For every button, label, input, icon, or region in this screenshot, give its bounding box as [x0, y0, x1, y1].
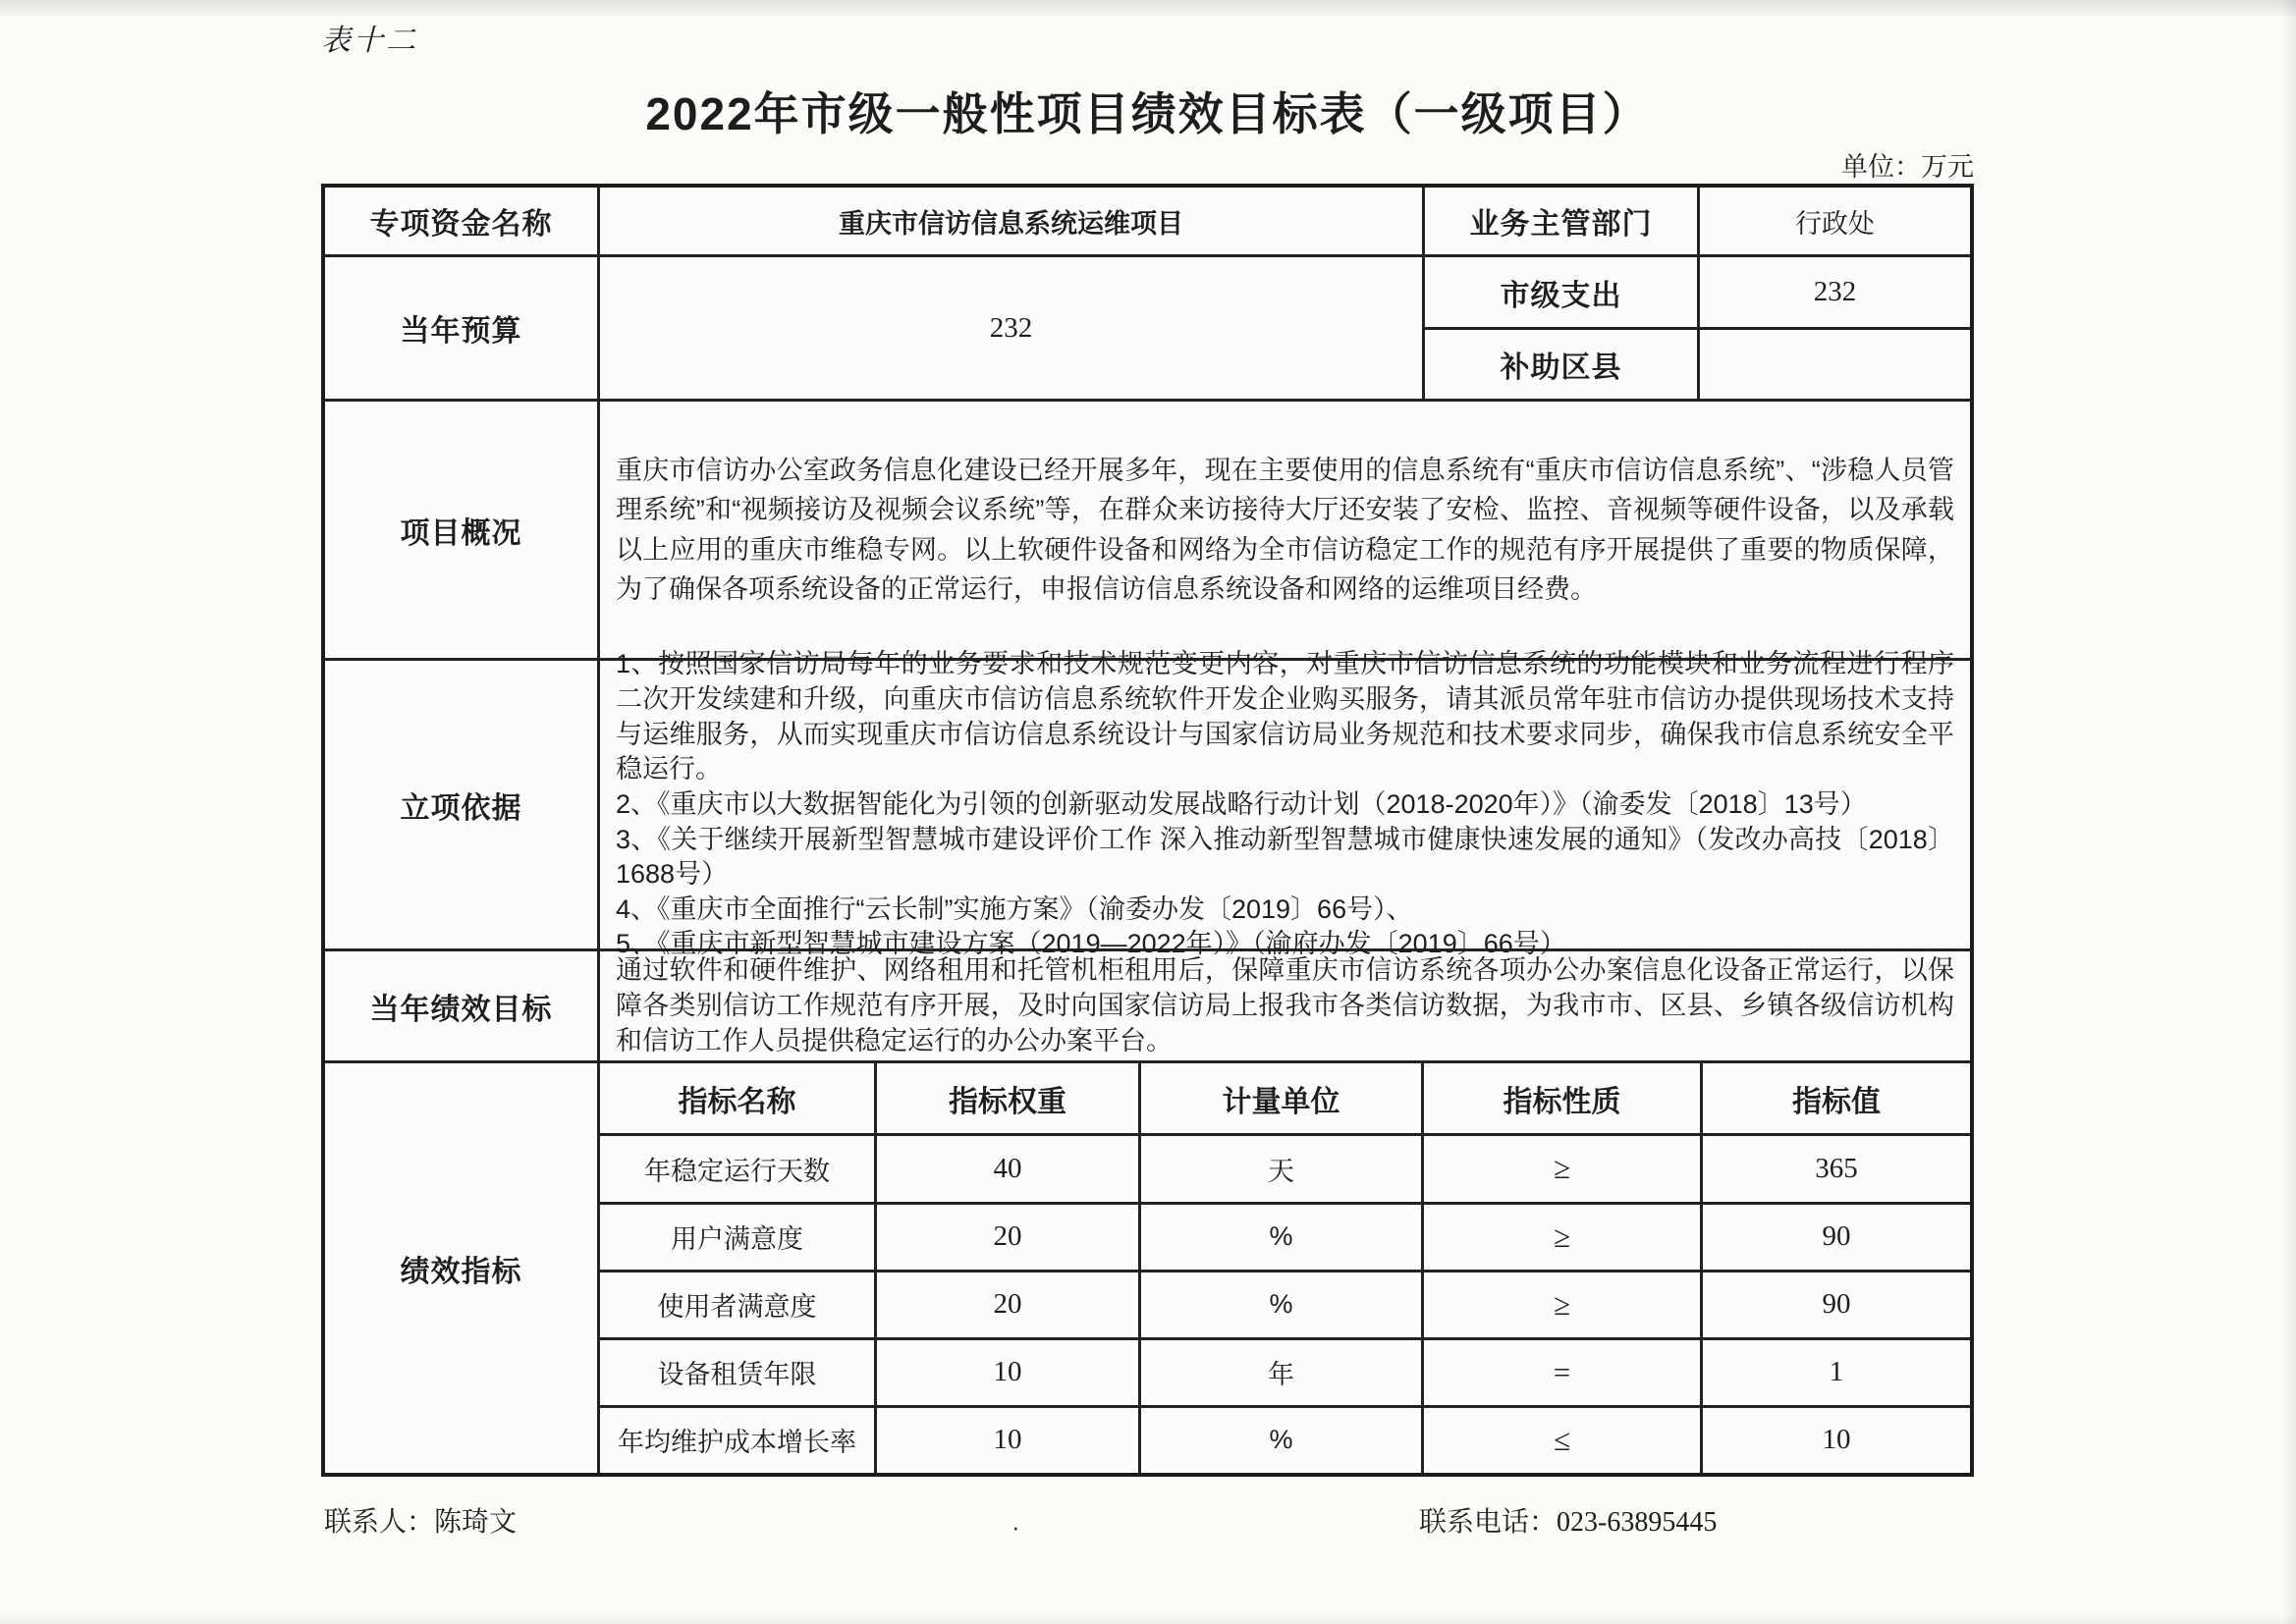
county-subsidy-value [1700, 330, 1970, 399]
indicator-value: 10 [1822, 1424, 1851, 1456]
annual-goal-cell [600, 951, 1970, 1060]
fund-name-value: 重庆市信访信息系统运维项目 [600, 188, 1425, 254]
indicator-row-5 [600, 1408, 1970, 1473]
contact-phone [1419, 1500, 1717, 1540]
indicator-weight: 20 [877, 1205, 1141, 1270]
fund-name-label: 专项资金名称 [325, 188, 600, 254]
city-expense-value: 232 [1813, 276, 1857, 308]
scan-dot-artifact: · [1011, 1512, 1020, 1542]
indicator-value: 1 [1829, 1356, 1844, 1388]
annual-goal-label: 当年绩效目标 [325, 951, 600, 1060]
indicator-unit: 年 [1141, 1340, 1424, 1405]
basis-item-3: 3、《关于继续开展新型智慧城市建设评价工作 深入推动新型智慧城市健康快速发展的通知》（发改办高技〔2018〕1688号） [616, 824, 1954, 890]
row-fund-name [325, 188, 1970, 257]
indicator-nature: ≥ [1424, 1272, 1703, 1337]
indicator-name: 使用者满意度 [600, 1272, 877, 1337]
indicator-nature: ≤ [1424, 1408, 1703, 1473]
county-subsidy-row [1425, 330, 1970, 399]
city-expense-row [1425, 257, 1970, 329]
indicator-name: 设备租赁年限 [600, 1340, 877, 1405]
performance-target-table [321, 184, 1974, 1477]
phone-number: 023-63895445 [1557, 1507, 1718, 1538]
indicator-value: 365 [1815, 1152, 1858, 1184]
contact-label: 联系人： [324, 1506, 435, 1537]
row-budget [325, 257, 1970, 402]
contact-name: 陈琦文 [434, 1506, 518, 1537]
annual-goal-text: 通过软件和硬件维护、网络租用和托管机柜租用后，保障重庆市信访系统各项办公办案信息化设备正常运行，以保障各类别信访工作规范有序开展，及时向国家信访局上报我市各类信访数据，为我市市、区县、乡镇各级信访机构和信访工作人员提供稳定运行的办公办案平台。 [616, 955, 1954, 1056]
indicator-value: 90 [1822, 1220, 1851, 1253]
indicator-nature: ≥ [1424, 1205, 1703, 1270]
budget-right-stack [1425, 257, 1970, 399]
basis-item-5: 5、《重庆市新型智慧城市建设方案（2019—2022年）》（渝府办发〔2019〕66号） [616, 929, 1566, 959]
indicator-name: 用户满意度 [600, 1205, 877, 1270]
indicator-row-4 [600, 1340, 1970, 1408]
basis-item-4: 4、《重庆市全面推行“云长制”实施方案》（渝委办发〔2019〕66号）、 [616, 893, 1413, 924]
indicator-weight: 20 [877, 1272, 1141, 1337]
project-overview-cell [600, 402, 1970, 658]
indicator-value: 90 [1822, 1288, 1851, 1321]
project-basis-text [616, 647, 1954, 962]
indicators-label: 绩效指标 [325, 1063, 600, 1473]
budget-label: 当年预算 [325, 257, 600, 399]
indicators-header-row [600, 1063, 1970, 1136]
project-overview-text: 重庆市信访办公室政务信息化建设已经开展多年，现在主要使用的信息系统有“重庆市信访信息系统”、“涉稳人员管理系统”和“视频接访及视频会议系统”等，在群众来访接待大厅还安装了安检、监控、音视频等硬件设备，以及承载以上应用的重庆市维稳专网。以上软硬件设备和网络为全市信访稳定工作的规范有序开展提供了重要的物质保障，为了确保各项系统设备的正常运行，申报信访信息系统设备和网络的运维项目经费。 [616, 455, 1954, 605]
scan-artifact-top-edge [0, 0, 2296, 16]
indicator-header-value: 指标值 [1792, 1085, 1881, 1118]
county-subsidy-label: 补助区县 [1425, 330, 1700, 399]
row-project-basis [325, 649, 1970, 959]
indicator-nature: = [1424, 1340, 1703, 1405]
indicator-row-3 [600, 1272, 1970, 1340]
indicator-name: 年均维护成本增长率 [600, 1408, 877, 1473]
project-overview-label: 项目概况 [325, 402, 600, 658]
project-basis-cell [600, 649, 1970, 959]
indicator-weight: 10 [877, 1340, 1141, 1405]
dept-value: 行政处 [1795, 208, 1875, 239]
scan-artifact-bottom-edge [0, 1614, 2296, 1624]
basis-item-2: 2、《重庆市以大数据智能化为引领的创新驱动发展战略行动计划（2018-2020年）》（渝委发〔2018〕13号） [616, 788, 1867, 819]
indicator-row-1 [600, 1136, 1970, 1204]
indicator-header-weight: 指标权重 [877, 1063, 1141, 1133]
basis-item-1: 1、按照国家信访局每年的业务要求和技术规范变更内容，对重庆市信访信息系统的功能模块和业务流程进行程序二次开发续建和升级，向重庆市信访信息系统软件开发企业购买服务，请其派员常年驻市信访办提供现场技术支持与运维服务，从而实现重庆市信访信息系统设计与国家信访局业务规范和技术要求同步，确保我市信息系统安全平稳运行。 [616, 649, 1954, 785]
indicator-header-name: 指标名称 [600, 1063, 877, 1133]
phone-label: 联系电话： [1419, 1506, 1558, 1537]
contact-person [324, 1500, 517, 1540]
indicator-unit: % [1141, 1408, 1424, 1473]
document-title: 2022年市级一般性项目绩效目标表（一级项目） [645, 88, 1650, 139]
project-basis-label: 立项依据 [325, 661, 600, 948]
city-expense-label: 市级支出 [1425, 257, 1700, 326]
row-project-overview [325, 402, 1970, 661]
dept-label: 业务主管部门 [1425, 188, 1700, 254]
indicator-unit: % [1141, 1205, 1424, 1270]
indicator-unit: 天 [1141, 1136, 1424, 1201]
budget-value: 232 [600, 257, 1425, 399]
row-annual-goal [325, 951, 1970, 1063]
table-number-label: 表十二 [321, 25, 418, 57]
indicator-weight: 10 [877, 1408, 1141, 1473]
indicator-header-nature: 指标性质 [1424, 1063, 1703, 1133]
indicator-row-2 [600, 1205, 1970, 1272]
indicator-name: 年稳定运行天数 [600, 1136, 877, 1201]
scan-artifact-right-edge [2282, 0, 2296, 1624]
unit-note: 单位：万元 [1841, 152, 1974, 182]
indicator-header-unit: 计量单位 [1141, 1063, 1424, 1133]
row-indicators [325, 1063, 1970, 1473]
indicator-unit: % [1141, 1272, 1424, 1337]
indicator-nature: ≥ [1424, 1136, 1703, 1201]
indicators-subtable [600, 1063, 1970, 1473]
indicator-weight: 40 [877, 1136, 1141, 1201]
